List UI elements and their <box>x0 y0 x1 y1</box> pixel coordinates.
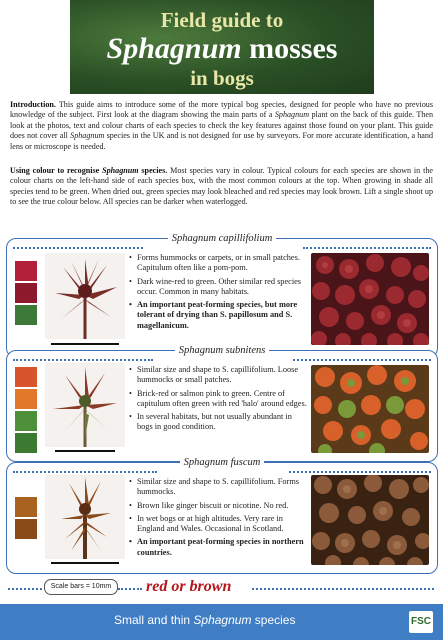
species-notes <box>129 365 309 436</box>
colour-group-label: red or brown <box>146 578 232 595</box>
title-line-1: Field guide to <box>160 8 284 32</box>
divider <box>293 359 431 361</box>
fsc-logo: FSC <box>409 611 433 633</box>
species-name: Sphagnum capillifolium <box>7 233 437 244</box>
scale-note: Scale bars = 10mm <box>44 579 118 595</box>
scale-bar <box>55 450 115 452</box>
note-item: • Similar size and shape to S. capillifolium. Forms hummocks. <box>129 477 309 498</box>
plant-photo <box>45 253 125 339</box>
scale-bar <box>51 562 119 564</box>
colour-swatch <box>15 305 37 325</box>
divider <box>13 471 157 473</box>
note-item: • Similar size and shape to S. capillifolium. Loose hummocks or small patches. <box>129 365 309 386</box>
divider <box>8 588 42 590</box>
colour-swatch <box>15 411 37 431</box>
plant-photo <box>45 475 125 559</box>
habitat-photo <box>311 253 429 345</box>
footer-caption: Small and thin Sphagnum species <box>114 613 296 627</box>
colour-swatch <box>15 367 37 387</box>
divider <box>118 588 142 590</box>
species-box-fuscum <box>6 457 438 574</box>
note-item: • Forms hummocks or carpets, or in small patches. Capitulum often like a pom-pom. <box>129 253 309 274</box>
note-item: • Dark wine-red to green. Other similar red species occur. Common in many habitats. <box>129 277 309 298</box>
habitat-photo <box>311 365 429 453</box>
colour-swatch <box>15 497 37 517</box>
colour-swatch <box>15 261 37 281</box>
species-box-subnitens <box>6 345 438 462</box>
title-line-2: Sphagnum mosses <box>106 32 338 65</box>
note-item: • An important peat-forming species in northern countries. <box>129 537 309 558</box>
plant-photo <box>45 363 125 447</box>
colour-swatch <box>15 283 37 303</box>
divider <box>252 588 434 590</box>
species-box-capillifolium <box>6 233 438 358</box>
note-item: • An important peat-forming species, but more tolerant of drying than S. papillosum and S. magellanicum. <box>129 300 309 331</box>
divider <box>13 359 153 361</box>
divider <box>303 247 431 249</box>
habitat-photo <box>311 475 429 565</box>
intro-paragraph: Introduction. This guide aims to introduce some of the more typical bog species, designed for people who have no previous knowledge of the subject. First look at the diagram showing the main parts of a Sphagnum plant on the back of this guide. Then look at the photos, text and colour charts of each species to check the key features against those found on your plant. This guide does not cover all Sphagnum species in the UK and is not designed for use by surveyors. For more accurate identification, a hand lens or microscope is needed. <box>10 100 433 151</box>
note-item: • Brick-red or salmon pink to green. Centre of capitulum often green with red 'halo' around edges. <box>129 389 309 410</box>
note-item: • In wet bogs or at high altitudes. Very rare in England and Wales. Occasional in Scotland. <box>129 514 309 535</box>
colour-paragraph: Using colour to recognise Sphagnum species. Most species vary in colour. Typical colours for each species are shown in the colour charts on the left-hand side of each species box, with the most common colours at the top. When growing in shade all species tend to be green. When dried out, green species may look bleached and red species may look brown. Lift a single shoot up to see the true colour below. All species can be darker when waterlogged. <box>10 166 433 207</box>
species-notes <box>129 477 309 561</box>
divider <box>289 471 431 473</box>
species-name: Sphagnum fuscum <box>7 457 437 468</box>
note-item: • Brown like ginger biscuit or nicotine. No red. <box>129 501 309 511</box>
title-line-3: in bogs <box>190 66 254 90</box>
note-item: • In several habitats, but not usually abundant in bogs in good condition. <box>129 412 309 433</box>
title-banner <box>70 0 374 94</box>
colour-swatch <box>15 433 37 453</box>
species-name: Sphagnum subnitens <box>7 345 437 356</box>
species-notes <box>129 253 309 334</box>
divider <box>13 247 143 249</box>
colour-swatch <box>15 389 37 409</box>
colour-swatch <box>15 519 37 539</box>
